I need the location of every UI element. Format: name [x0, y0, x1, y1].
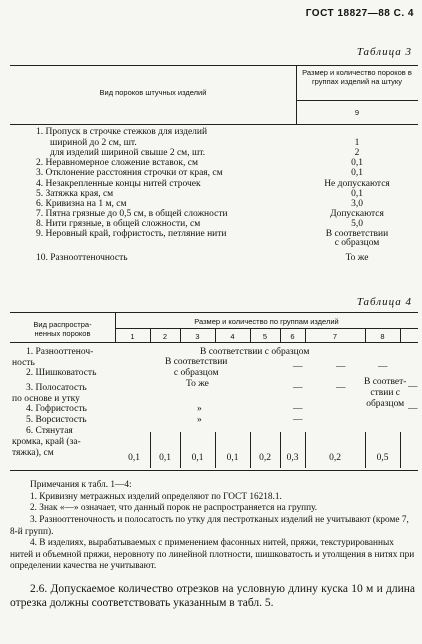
table-4-header-bottom-rule [10, 342, 418, 343]
table-3-row-value: То же [345, 253, 369, 263]
table-4-row-label-line: 2. Шишковатость [26, 368, 97, 378]
table-4-column-number: 1 [130, 332, 135, 341]
table-4-row6-value: 0,1 [159, 453, 171, 463]
table-4-row-label-line: тяжка), см [12, 448, 54, 458]
table-4-col1-header-line: Вид распростра- [33, 320, 92, 329]
section-2-6-paragraph: 2.6. Допускаемое количество отрезков на условную длину куска 10 м и длина отрезка должны соответствовать указанным в табл. 5. [10, 583, 415, 609]
table-4-row-label-line: 4. Гофристость [26, 404, 87, 414]
table-3-row-label: 4. Незакрепленные концы нитей строчек [36, 179, 201, 189]
table-3-top-rule [10, 65, 418, 66]
table-4-col1-header [10, 320, 115, 338]
table-4-row-label [12, 426, 81, 459]
table-3-title: Таблица 3 [356, 46, 412, 58]
table-4-row-label-line: по основе и утку [12, 394, 80, 404]
table-4-row6-value: 0,3 [286, 453, 299, 463]
note-item: 3. Разнооттеночность и полосатость по утку для пестротканых изделий не учитывают (кроме 7, 8-й групп). [10, 515, 409, 537]
table-3-row-label: шириной до 2 см, шт. [50, 138, 137, 148]
dash-cell: — [408, 382, 418, 392]
table-4-column-number: 5 [262, 332, 268, 341]
table-4-top-rule [10, 312, 418, 313]
table-4-column-number: 2 [162, 332, 168, 341]
ditto-mark: » [197, 415, 202, 425]
merged-cell-row2-line: с образцом [173, 368, 219, 378]
table-4-row6-value: 0,1 [191, 453, 204, 463]
table-4-row6-divider [400, 432, 401, 468]
table-4-row-label [12, 347, 93, 369]
table-4-column-number: 3 [195, 332, 200, 341]
table-3-row-label: 10. Разнооттеночность [36, 253, 128, 263]
dash-cell: — [293, 415, 303, 425]
table-3-row-label: 6. Кривизна на 1 м, см [36, 199, 127, 209]
table-3-row-value: с образцом [334, 238, 380, 248]
dash-cell: — [378, 362, 388, 372]
table-4-column-number: 6 [290, 332, 295, 341]
merged-cell-row2-line: В соответствии [165, 357, 228, 367]
col7-cell-line: ствии с [370, 388, 401, 398]
table-3-col1-header: Вид пороков штучных изделий [99, 88, 207, 97]
table-4-row-label-line: кромка, край (за- [12, 437, 81, 447]
table-4-row6-value: 0,1 [226, 453, 239, 463]
dash-cell: — [293, 404, 303, 414]
dash-cell: — [336, 383, 346, 393]
table-3-row-value: 3,0 [351, 199, 363, 209]
dash-cell: — [408, 404, 418, 414]
dash-cell: — [336, 362, 346, 372]
table-4-row-label-line: ность [12, 358, 35, 368]
table-3-header-sub-rule [296, 100, 418, 101]
table-4-row6-value: 0,1 [128, 453, 140, 463]
table-3-row-label: для изделий шириной свыше 2 см, шт. [50, 148, 206, 158]
table-4-column-number: 7 [332, 332, 338, 341]
table-3-row-label: 3. Отклонение расстояния строчки от края, см [36, 168, 223, 178]
table-3-row-label: 7. Пятна грязные до 0,5 см, в общей сложности [36, 209, 228, 219]
table-4-bottom-rule [10, 470, 418, 471]
table-4-row-label [12, 383, 87, 405]
note-item: 2. Знак «—» означает, что данный порок не распространяется на группу. [30, 503, 318, 513]
table-4-row-label [12, 415, 87, 426]
table-3-row-value: 2 [354, 148, 360, 158]
table-4-col1-header-line: ненных пороков [34, 329, 91, 338]
merged-cell-row2 [165, 357, 227, 379]
table-3-row-label: 5. Затяжка края, см [36, 189, 114, 199]
table-4-row-label-line: 1. Разнооттеноч- [26, 347, 94, 357]
table-4-row-label [12, 368, 96, 379]
table-4-group-header: Размер и количество по группам изделий [194, 317, 339, 326]
table-4-row6-value: 0,2 [329, 453, 341, 463]
table-4-row6-value: 0,5 [376, 453, 389, 463]
table-4-title: Таблица 4 [356, 296, 412, 308]
to-zhe-row3: То же [186, 379, 209, 389]
table-4-row-label-line: 3. Полосатость [26, 383, 87, 393]
table-4-column-number: 4 [230, 332, 235, 341]
table-3-row-value: Не допускаются [324, 179, 390, 189]
col7-cell-line: образцом [366, 399, 405, 409]
table-3-row-label: 2. Неравномерное сложение вставок, см [36, 158, 198, 168]
table-4-row-label-line: 6. Стянутая [26, 426, 73, 436]
note-item: 4. В изделиях, вырабатываемых с применением фасонных нитей, пряжи, текстурированных нитей и объемной пряжи, неровноту по линейной плотности, шишковатость и утолщения в нитях при определении качества не учитывают. [10, 538, 415, 571]
table-3-col2-header: Размер и количество пороков в группах изделий на штуку [302, 68, 412, 86]
table-4-column-number: 8 [380, 332, 385, 341]
table-4-group-header-rule [115, 328, 418, 329]
table-3-row-value: 0,1 [351, 158, 363, 168]
table-3-row-value: 1 [354, 138, 360, 148]
table-3-row-value: 0,1 [351, 168, 363, 178]
notes-heading: Примечания к табл. 1—4: [30, 480, 132, 490]
table-3-row-label: 9. Неровный край, гофристость, петляние нити [36, 229, 227, 239]
table-3-header-bottom-rule [10, 124, 418, 125]
table-3-row-value: Допускаются [330, 209, 384, 219]
table-3-group-number: 9 [354, 108, 360, 117]
col7-cell-line: В соответ- [364, 377, 407, 387]
table-3-row-value: В соответствии [325, 229, 389, 239]
col7-cell-row3 [364, 377, 406, 410]
merged-cell-row1: В соответствии с образцом [200, 347, 310, 357]
ditto-mark: » [197, 404, 202, 414]
table-4-row-label [12, 404, 87, 415]
dash-cell: — [293, 362, 303, 372]
page-header: ГОСТ 18827—88 С. 4 [305, 8, 414, 19]
table-4-row6-value: 0,2 [259, 453, 271, 463]
table-3-row-value: 5,0 [351, 219, 363, 229]
table-4-column-divider [400, 328, 401, 342]
table-3-row-label: 1. Пропуск в строчке стежков для изделий [36, 127, 208, 137]
note-item: 1. Кривизну метражных изделий определяют по ГОСТ 16218.1. [30, 492, 282, 502]
table-4-row-label-line: 5. Ворсистость [26, 415, 87, 425]
dash-cell: — [293, 383, 303, 393]
table-3-row-value: 0,1 [351, 189, 363, 199]
table-3-row-label: 8. Нити грязные, в общей сложности, см [36, 219, 201, 229]
table-3-col-divider [296, 65, 297, 125]
